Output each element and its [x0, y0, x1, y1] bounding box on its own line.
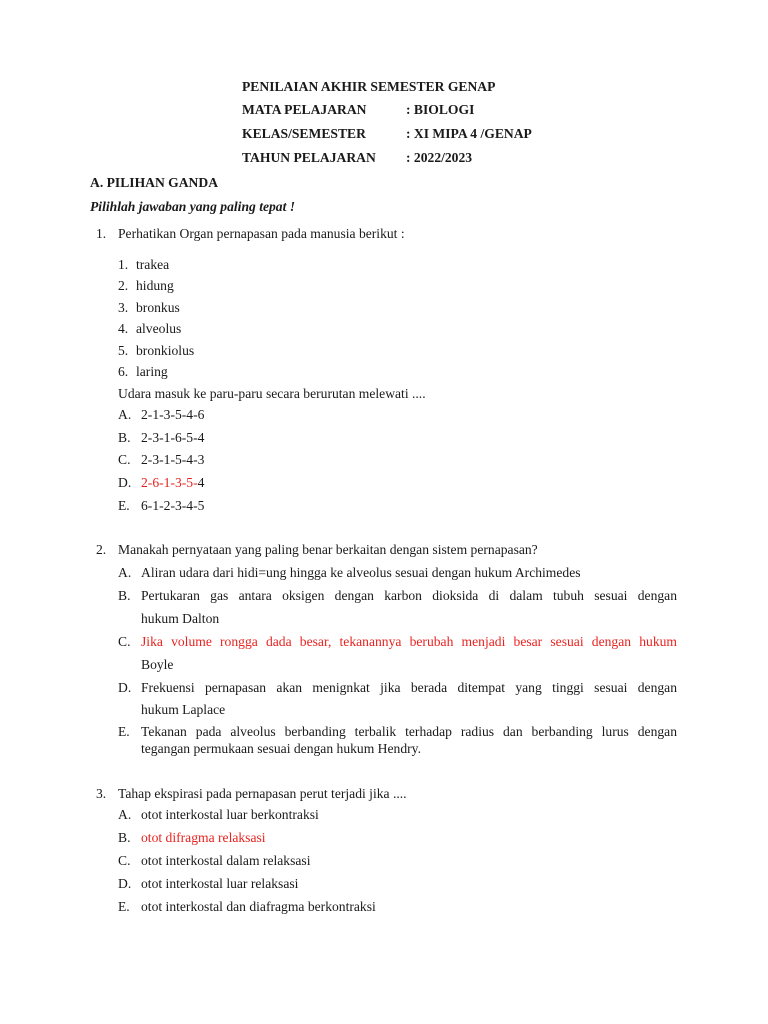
exam-title: PENILAIAN AKHIR SEMESTER GENAP	[242, 79, 496, 94]
q1-stem: Udara masuk ke paru-paru secara berurutan melewati ....	[118, 386, 426, 401]
q1-item-number: 4.	[118, 321, 129, 336]
q2-option-d: Frekuensi pernapasan akan menignkat jika berada ditempat yang tinggi sesuai dengan	[141, 680, 677, 695]
q2-option-b: Pertukaran gas antara oksigen dengan karbon dioksida di dalam tubuh sesuai dengan	[141, 588, 677, 603]
q1-option-letter: E.	[118, 498, 130, 513]
q3-option-c: otot interkostal dalam relaksasi	[141, 853, 311, 868]
section-instruction: Pilihlah jawaban yang paling tepat !	[90, 199, 296, 214]
q2-option-letter: A.	[118, 565, 132, 580]
q3-option-letter: C.	[118, 853, 131, 868]
q1-item-number: 3.	[118, 300, 129, 315]
class-value: : XI MIPA 4 /GENAP	[406, 126, 532, 141]
year-value: : 2022/2023	[406, 150, 473, 165]
q2-option-e: Tekanan pada alveolus berbanding terbalik terhadap radius dan berbanding lurus dengan	[141, 724, 677, 739]
q3-number: 3.	[96, 786, 107, 801]
q2-option-letter: D.	[118, 680, 132, 695]
q3-option-b-answer: otot difragma relaksasi	[141, 830, 266, 845]
section-title: A. PILIHAN GANDA	[90, 175, 219, 190]
q3-option-a: otot interkostal luar berkontraksi	[141, 807, 319, 822]
q1-item: bronkus	[136, 300, 180, 315]
q1-option-letter: A.	[118, 407, 132, 422]
q1-option-c: 2-3-1-5-4-3	[141, 452, 205, 467]
q1-number: 1.	[96, 226, 107, 241]
subject-label: MATA PELAJARAN	[242, 102, 367, 117]
q3-option-letter: E.	[118, 899, 130, 914]
q1-item-number: 6.	[118, 364, 129, 379]
year-label: TAHUN PELAJARAN	[242, 150, 376, 165]
q2-option-letter: E.	[118, 724, 130, 739]
q1-item-number: 1.	[118, 257, 129, 272]
class-label: KELAS/SEMESTER	[242, 126, 366, 141]
q2-option-b-cont: hukum Dalton	[141, 611, 220, 626]
q1-option-letter: B.	[118, 430, 131, 445]
q1-option-b: 2-3-1-6-5-4	[141, 430, 205, 445]
subject-value: : BIOLOGI	[406, 102, 475, 117]
q1-option-d-rest: 4	[197, 475, 205, 490]
q3-text: Tahap ekspirasi pada pernapasan perut terjadi jika ....	[118, 786, 407, 801]
q2-option-d-cont: hukum Laplace	[141, 702, 226, 717]
q2-option-c-cont: Boyle	[141, 657, 174, 672]
q3-option-e: otot interkostal dan diafragma berkontraksi	[141, 899, 376, 914]
q1-item-number: 5.	[118, 343, 129, 358]
q1-option-d	[141, 474, 204, 492]
q1-answer-highlight: 2-6-1-3-5-	[141, 475, 198, 490]
q1-item: laring	[136, 364, 168, 379]
q1-option-a: 2-1-3-5-4-6	[141, 407, 205, 422]
q1-item: bronkiolus	[136, 343, 195, 358]
q1-item-number: 2.	[118, 278, 129, 293]
q1-option-letter: C.	[118, 452, 131, 467]
q1-text: Perhatikan Organ pernapasan pada manusia berikut :	[118, 226, 405, 241]
q1-item: trakea	[136, 257, 170, 272]
q1-option-letter: D.	[118, 475, 132, 490]
q3-option-d: otot interkostal luar relaksasi	[141, 876, 299, 891]
q2-option-c-answer: Jika volume rongga dada besar, tekanannya berubah menjadi besar sesuai dengan hukum	[141, 634, 677, 649]
q1-item: alveolus	[136, 321, 182, 336]
q3-option-letter: D.	[118, 876, 132, 891]
q2-option-letter: B.	[118, 588, 131, 603]
q2-number: 2.	[96, 542, 107, 557]
q2-option-e-cont: tegangan permukaan sesuai dengan hukum Hendry.	[141, 741, 421, 756]
q2-option-letter: C.	[118, 634, 131, 649]
q1-option-e: 6-1-2-3-4-5	[141, 498, 205, 513]
q3-option-letter: B.	[118, 830, 131, 845]
q2-option-a: Aliran udara dari hidi=ung hingga ke alveolus sesuai dengan hukum Archimedes	[141, 565, 581, 580]
q3-option-letter: A.	[118, 807, 132, 822]
q2-text: Manakah pernyataan yang paling benar berkaitan dengan sistem pernapasan?	[118, 542, 538, 557]
q1-item: hidung	[136, 278, 174, 293]
